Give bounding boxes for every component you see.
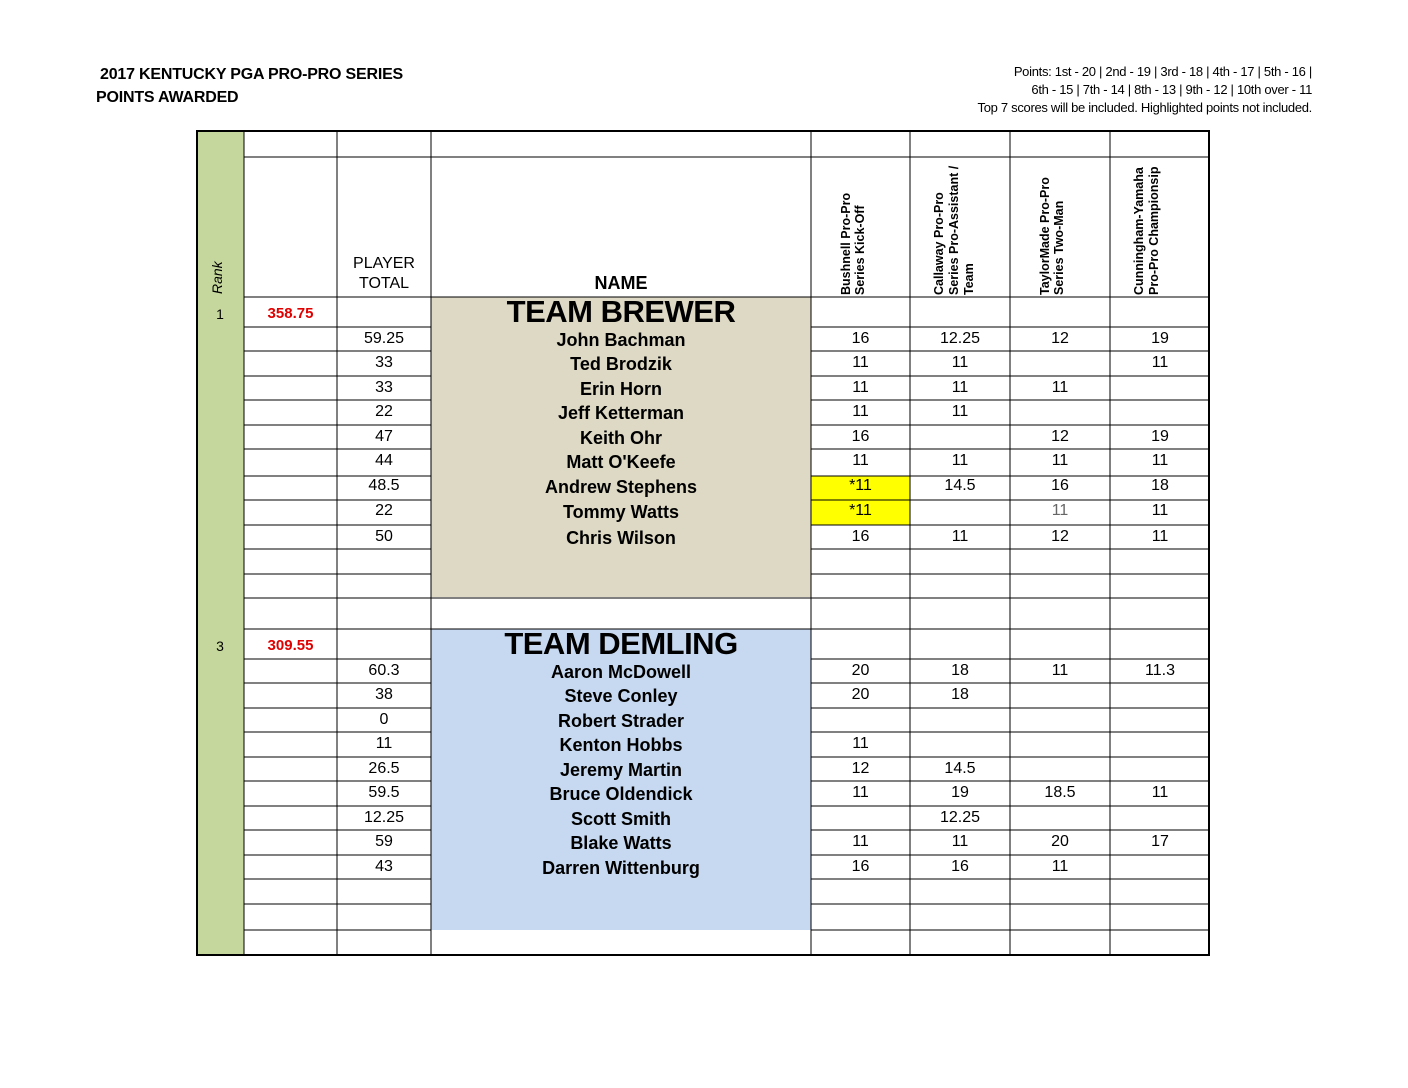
event-score: 11 bbox=[1051, 662, 1069, 679]
event-score: 16 bbox=[851, 858, 870, 875]
player-name: Ted Brodzik bbox=[570, 354, 672, 374]
event-score: 19 bbox=[1151, 428, 1169, 445]
player-total: 44 bbox=[375, 452, 393, 469]
event-score: 20 bbox=[851, 686, 870, 703]
event-score: 11 bbox=[1151, 528, 1169, 545]
points-note-2: 6th - 15 | 7th - 14 | 8th - 13 | 9th - 12 | 10th over - 11 bbox=[1031, 82, 1312, 97]
event-score: 11 bbox=[852, 403, 869, 420]
points-note-1: Points: 1st - 20 | 2nd - 19 | 3rd - 18 | 4th - 17 | 5th - 16 | bbox=[1013, 64, 1312, 79]
event-score: 14.5 bbox=[944, 760, 976, 777]
player-name: Aaron McDowell bbox=[550, 662, 692, 682]
event-score: 11 bbox=[1151, 784, 1169, 801]
event-score: 16 bbox=[851, 528, 870, 545]
points-note-3: Top 7 scores will be included. Highlighted points not included. bbox=[977, 100, 1312, 115]
event-header-callaway: Callaway Pro-Pro Series Pro-Assistant / Team bbox=[932, 165, 976, 295]
event-score: 19 bbox=[951, 784, 969, 801]
player-total-header-line1: PLAYER bbox=[353, 255, 415, 272]
event-score: 12 bbox=[851, 760, 870, 777]
event-score: 11 bbox=[1151, 502, 1169, 519]
event-score: 11 bbox=[1051, 502, 1069, 519]
player-name: Jeremy Martin bbox=[559, 760, 683, 780]
player-total: 33 bbox=[375, 354, 393, 371]
event-score: 14.5 bbox=[944, 477, 976, 494]
player-total: 11 bbox=[375, 735, 393, 752]
player-name: Blake Watts bbox=[570, 833, 672, 853]
event-score: 18.5 bbox=[1044, 784, 1076, 801]
player-total: 22 bbox=[375, 403, 393, 420]
player-total: 48.5 bbox=[368, 477, 400, 494]
player-name: Bruce Oldendick bbox=[549, 784, 693, 804]
player-total: 47 bbox=[375, 428, 393, 445]
event-score: 11 bbox=[951, 403, 969, 420]
event-score: 16 bbox=[851, 330, 870, 347]
event-score: 20 bbox=[851, 662, 870, 679]
event-score: 11 bbox=[1051, 858, 1069, 875]
event-score: 11 bbox=[951, 379, 969, 396]
player-total: 59.5 bbox=[368, 784, 400, 801]
player-total: 26.5 bbox=[368, 760, 400, 777]
event-header-cunningham: Cunningham-Yamaha Pro-Pro Championsip bbox=[1132, 166, 1161, 295]
event-score: 11 bbox=[951, 452, 969, 469]
team-name: TEAM BREWER bbox=[506, 294, 736, 329]
player-name: Kenton Hobbs bbox=[559, 735, 683, 755]
player-name: Tommy Watts bbox=[562, 502, 679, 522]
event-score: 11 bbox=[852, 784, 869, 801]
event-score: 11 bbox=[951, 528, 969, 545]
player-total: 43 bbox=[375, 858, 393, 875]
name-header: NAME bbox=[594, 273, 648, 293]
event-score: 12 bbox=[1051, 330, 1069, 347]
team-rank: 1 bbox=[216, 306, 224, 322]
event-score: 11.3 bbox=[1145, 662, 1175, 679]
event-score: 12.25 bbox=[939, 809, 981, 826]
player-total-header bbox=[337, 254, 431, 294]
event-header-bushnell: Bushnell Pro-Pro Series Kick-Off bbox=[839, 192, 867, 295]
player-name: Erin Horn bbox=[579, 379, 662, 399]
event-score: 20 bbox=[1051, 833, 1069, 850]
player-total: 0 bbox=[379, 711, 389, 728]
event-score: 11 bbox=[852, 379, 869, 396]
player-total: 38 bbox=[375, 686, 393, 703]
player-name: John Bachman bbox=[556, 330, 686, 350]
event-score: 17 bbox=[1151, 833, 1169, 850]
team-name: TEAM DEMLING bbox=[504, 626, 738, 661]
player-total-header-line2: TOTAL bbox=[358, 275, 410, 292]
event-score: 12.25 bbox=[939, 330, 981, 347]
points-table bbox=[196, 130, 1210, 956]
event-score: 11 bbox=[852, 354, 869, 371]
event-score: 11 bbox=[1051, 379, 1069, 396]
player-total: 33 bbox=[375, 379, 393, 396]
event-header-taylormade: TaylorMade Pro-Pro Series Two-Man bbox=[1038, 177, 1066, 295]
player-name: Robert Strader bbox=[557, 711, 685, 731]
player-total: 60.3 bbox=[368, 662, 400, 679]
player-name: Keith Ohr bbox=[579, 428, 662, 448]
player-name: Chris Wilson bbox=[566, 528, 676, 548]
event-score: 18 bbox=[1151, 477, 1169, 494]
player-total: 12.25 bbox=[363, 809, 405, 826]
player-total: 22 bbox=[375, 502, 393, 519]
team-rank: 3 bbox=[216, 638, 224, 654]
report-subtitle: POINTS AWARDED bbox=[96, 89, 239, 106]
event-score: 18 bbox=[951, 662, 969, 679]
event-score: 12 bbox=[1051, 528, 1069, 545]
event-score: 16 bbox=[951, 858, 969, 875]
event-score: 16 bbox=[851, 428, 870, 445]
player-total: 50 bbox=[375, 528, 393, 545]
player-name: Andrew Stephens bbox=[544, 477, 698, 497]
event-score: 11 bbox=[1051, 452, 1069, 469]
event-score: 11 bbox=[951, 833, 969, 850]
player-name: Darren Wittenburg bbox=[542, 858, 700, 878]
event-score: 11 bbox=[852, 735, 869, 752]
player-total: 59 bbox=[375, 833, 393, 850]
event-score: 11 bbox=[852, 452, 869, 469]
report-title: 2017 KENTUCKY PGA PRO-PRO SERIES bbox=[100, 66, 404, 83]
event-score: 11 bbox=[1151, 354, 1169, 371]
player-name: Jeff Ketterman bbox=[557, 403, 685, 423]
player-name: Matt O'Keefe bbox=[566, 452, 676, 472]
event-score: 11 bbox=[951, 354, 969, 371]
rank-header: Rank bbox=[209, 261, 225, 294]
event-score: *11 bbox=[849, 502, 872, 519]
event-score: 16 bbox=[1051, 477, 1069, 494]
player-name: Scott Smith bbox=[570, 809, 671, 829]
event-score: 11 bbox=[852, 833, 869, 850]
team-total: 358.75 bbox=[267, 305, 314, 322]
team-total: 309.55 bbox=[267, 637, 314, 654]
player-total: 59.25 bbox=[363, 330, 405, 347]
event-score: 18 bbox=[951, 686, 969, 703]
event-score: *11 bbox=[849, 477, 872, 494]
event-score: 11 bbox=[1151, 452, 1169, 469]
event-score: 19 bbox=[1151, 330, 1169, 347]
event-score: 12 bbox=[1051, 428, 1069, 445]
player-name: Steve Conley bbox=[564, 686, 678, 706]
